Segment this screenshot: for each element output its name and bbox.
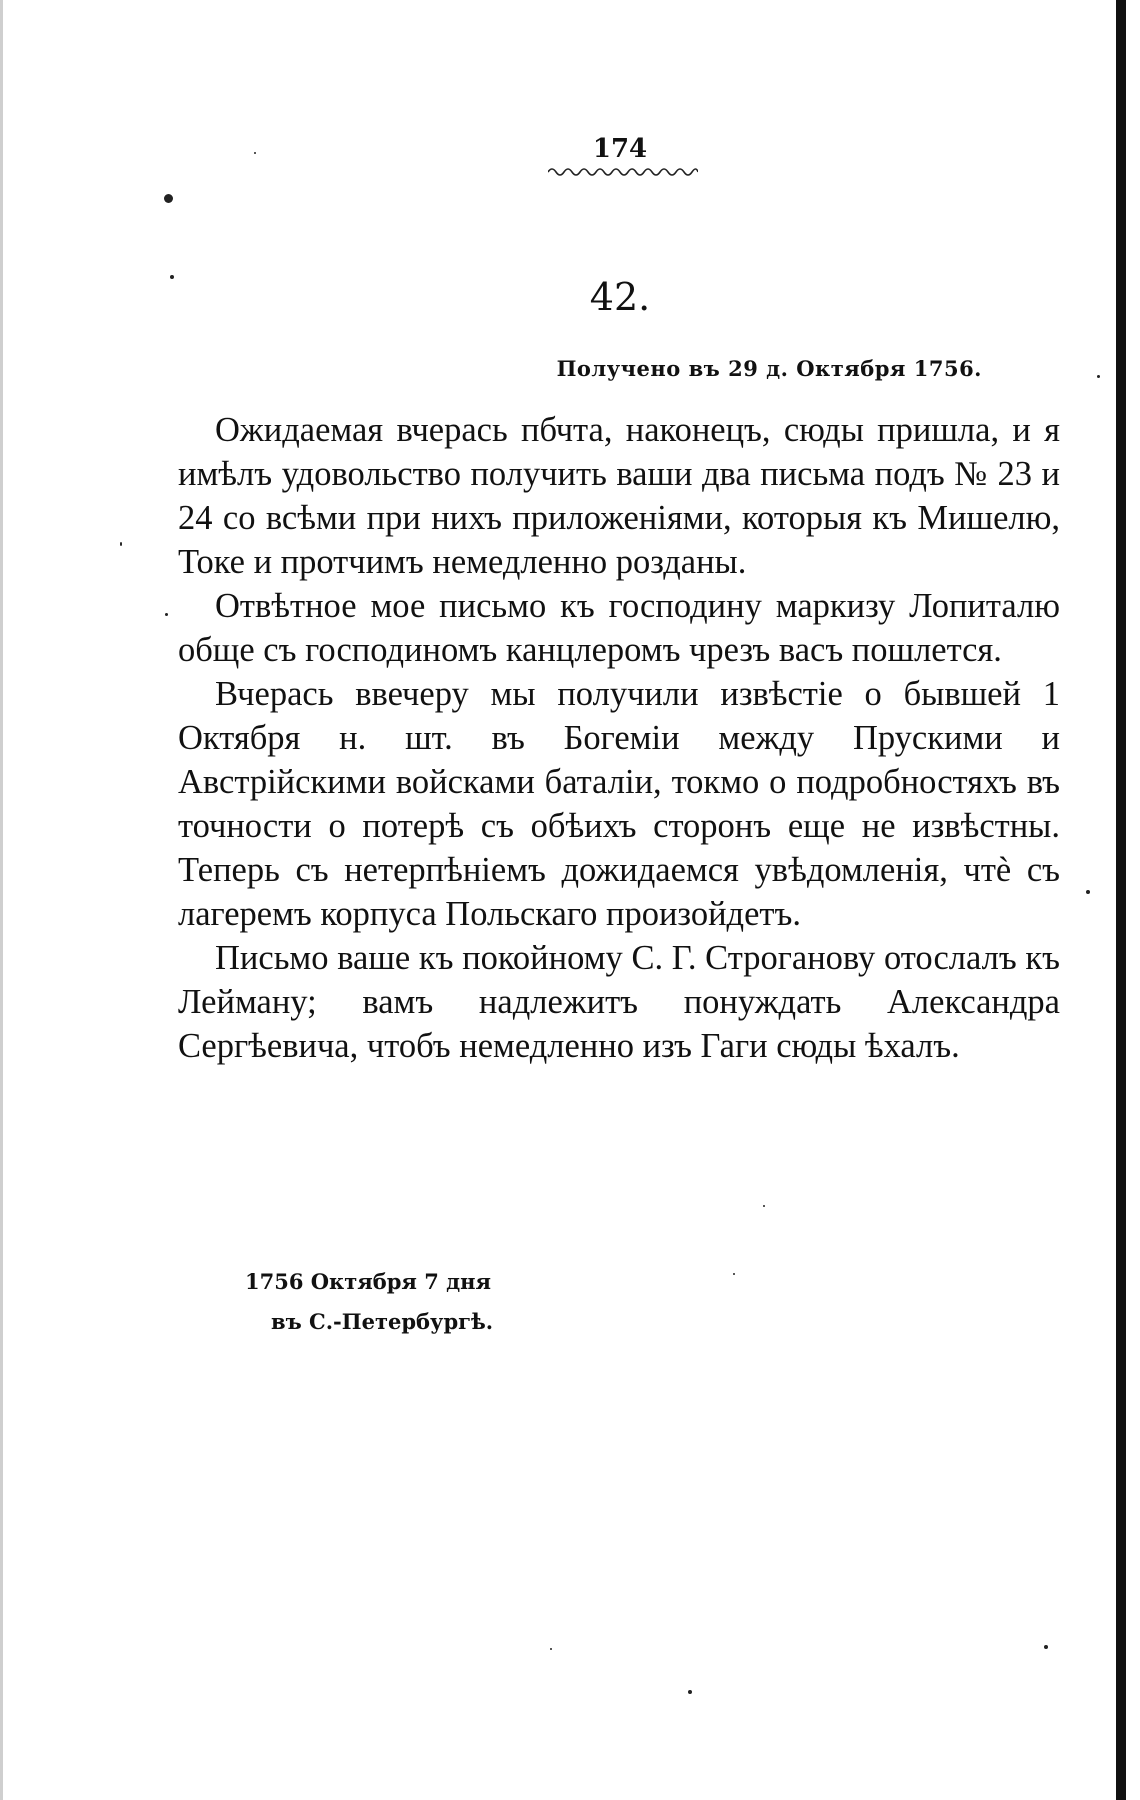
- signoff-date: 1756 Октября 7 дня: [245, 1269, 492, 1294]
- letter-number: 42.: [589, 275, 651, 319]
- scan-speck: [1044, 1645, 1048, 1649]
- paragraph-4: Письмо ваше къ покойному С. Г. Строганову отослалъ къ Лейману; вамъ надлежитъ понуждать Александра Сергѣевича, чтобъ немедленно изъ Гаги сюды ѣхалъ.: [178, 939, 1060, 1065]
- signoff: [245, 1262, 493, 1342]
- scan-speck: [1086, 890, 1090, 894]
- scan-speck: [688, 1690, 692, 1694]
- scan-speck: [170, 275, 174, 279]
- paragraph-2: Отвѣтное мое письмо къ господину маркизу Лопиталю обще съ господиномъ канцлеромъ чрезъ васъ пошлется.: [178, 587, 1060, 669]
- scan-speck: [165, 613, 168, 616]
- scan-speck: [763, 1205, 765, 1207]
- scan-speck: [1097, 375, 1100, 378]
- scan-speck: [550, 1648, 552, 1650]
- scan-binding-edge: [1116, 0, 1126, 1800]
- paragraph-3: Вчерась ввечеру мы получили извѣстіе о бывшей 1 Октября н. шт. въ Богеміи между Прускими и Австрійскими войсками баталіи, токмо о подробностяхъ въ точности о потерѣ съ обѣихъ сторонъ еще не извѣстны. Теперь съ нетерпѣніемъ дожидаемся увѣдомленія, чтѐ съ лагеремъ корпуса Польскаго произойдетъ.: [178, 675, 1060, 933]
- scan-speck: [164, 194, 173, 203]
- wavy-ornament: [548, 166, 698, 178]
- paragraph-1: Ожидаемая вчерась пбчта, наконецъ, сюды пришла, и я имѣлъ удовольство получить ваши два письма подъ № 23 и 24 со всѣми при нихъ приложеніями, которыя къ Мишелю, Токе и протчимъ немедленно розданы.: [178, 411, 1060, 581]
- page-number: 174: [592, 134, 648, 164]
- scan-left-edge: [0, 0, 3, 1800]
- scan-speck: [733, 1273, 735, 1275]
- signoff-place: въ С.-Петербургѣ.: [271, 1309, 494, 1334]
- scan-speck: [254, 152, 256, 154]
- received-note: Получено въ 29 д. Октября 1756.: [556, 356, 982, 381]
- letter-body: [178, 408, 1060, 1068]
- scan-speck: [120, 542, 122, 546]
